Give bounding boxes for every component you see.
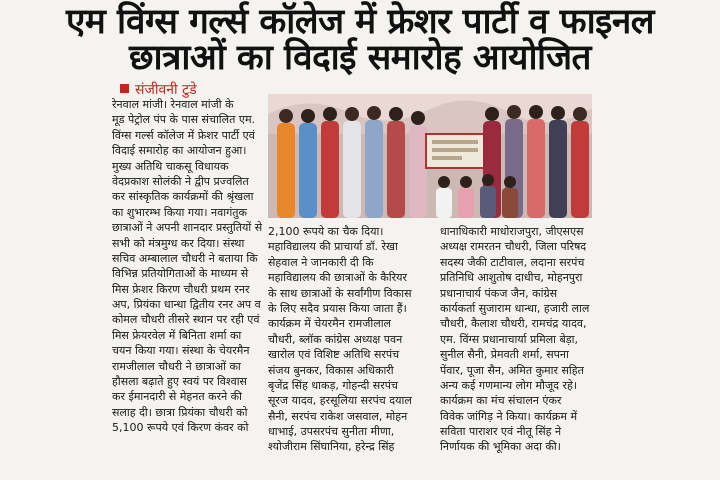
article-line: सुनील सैनी, प्रेमवती शर्मा, सपना (440, 348, 569, 362)
article-line: के लिए सदैव प्रयास किया जाता हैं। (268, 301, 407, 315)
article-line: कार्यक्रम में चेयरमैन रामजीलाल (268, 317, 392, 331)
article-line: चौधरी, ब्लॉक कांग्रेस अध्यक्ष पवन (268, 332, 403, 346)
byline-text: संजीवनी टुडे (135, 82, 197, 98)
article-line: सभी को मंत्रमुग्ध कर दिया। संस्था (112, 236, 245, 250)
article-line: प्रधानाचार्य पंकज जैन, कांग्रेस (440, 286, 558, 300)
article-line: सैनी, सरपंच राकेश जसवाल, मोहन (268, 409, 408, 423)
article-line: पेंवार, पूजा सैन, अमित कुमार सहित (440, 363, 584, 377)
article-line: अप, प्रियंका धान्धा द्वितीय रनर अप व (112, 298, 261, 312)
article-line: मिस फ्रेशर किरण चौधरी प्रथम रनर (112, 282, 250, 296)
headline-line-1: एम विंग्स गर्ल्स कॉलेज में फ्रेशर पार्टी व फाइनल (65, 2, 655, 42)
article-line: विवेक जांगिड़ ने किया। कार्यक्रम में (440, 409, 578, 423)
article-line: विदाई समारोह का आयोजन हुआ। (112, 144, 247, 158)
article-line: विंग्स गर्ल्स कॉलेज में फ्रेशर पार्टी एवं (112, 128, 255, 142)
article-line: कोमल चौधरी तीसरे स्थान पर रही एवं (112, 313, 260, 327)
article-line: श्योजीराम सिंघानिया, हरेन्द्र सिंह (268, 440, 395, 454)
article-line: कर ईमानदारी से मेहनत करने की (112, 390, 242, 404)
article-line: विभिन्न प्रतियोगिताओं के माध्यम से (112, 267, 249, 281)
article-line: सूरज यादव, हरसूलिया सरपंच दयाल (268, 394, 412, 408)
article-line: कार्यकर्ता सुजाराम धान्धा, हजारी लाल (440, 301, 590, 315)
article-line: छात्राओं ने अपनी शानदार प्रस्तुतियों से (112, 221, 262, 235)
group-photo (268, 94, 592, 218)
article-line: मुख्य अतिथि चाकसू विधायक (112, 159, 229, 173)
article-line: निर्णायक की भूमिका अदा की। (440, 440, 561, 454)
article-line: अन्य कई गणमान्य लोग मौजूद रहे। (440, 378, 577, 392)
article-line: हौसला बढ़ाते हुए स्वयं पर विश्वास (112, 375, 247, 389)
article-line: चौधरी, कैलाश चौधरी, रामचंद्र यादव, (440, 317, 587, 331)
article-line: मिस फ्रेयरवेल में बिनिता शर्मा का (112, 328, 242, 342)
article-line: सलाह दी। छात्रा प्रियंका चौधरी को (112, 405, 248, 419)
article-line: महाविद्यालय की छात्राओं के कैरियर (268, 271, 407, 285)
article-line: कार्यक्रम का मंच संचालन एंकर (440, 394, 562, 408)
article-line: एम. विंग्स प्रधानाचार्या प्रमिला बेड़ा, (440, 332, 579, 346)
article-line: कर सांस्कृतिक कार्यक्रमों की श्रृंखला (112, 190, 254, 204)
article-column-2 (268, 224, 428, 455)
article-line: का शुभारम्भ किया गया। नवागंतुक (112, 205, 247, 219)
article-line: महाविद्यालय की प्राचार्या डॉ. रेखा (268, 240, 398, 254)
article-line: प्रतिनिधि आशुतोष दाधीच, मोहनपुरा (440, 271, 583, 285)
article-line: संजय बुनकर, विकास अधिकारी (268, 363, 394, 377)
article-line: धाभाई, उपसरपंच सुनीता मीणा, (268, 425, 395, 439)
article-line: रेनवाल मांजी। रेनवाल मांजी के (112, 98, 234, 111)
byline-square-icon (120, 84, 129, 93)
article-line: 5,100 रूपये एवं किरण कंवर को (112, 421, 249, 435)
article-line: के साथ छात्राओं के सर्वांगीण विकास (268, 286, 412, 300)
article-column-1 (112, 97, 262, 436)
article-line: खारोल एवं विशिष्ट अतिथि सरपंच (268, 348, 400, 362)
article-line: वेदप्रकाश सोलंकी ने द्वीप प्रज्वलित (112, 174, 249, 188)
article-line: मूड पेट्रोल पंप के पास संचालित एम. (112, 113, 256, 127)
article-column-3 (440, 224, 600, 455)
group-photo-icon (268, 94, 592, 218)
headline-line-2: छात्राओं का विदाई समारोह आयोजित (128, 38, 592, 78)
article-line: धानाधिकारी माधोराजपुरा, जीएसएस (440, 225, 584, 238)
article-line: बृजेंद्र सिंह धाकड़, गोहन्दी सरपंच (268, 378, 398, 392)
article-line: रामजीलाल चौधरी ने छात्राओं का (112, 359, 241, 373)
article-line: चयन किया गया। संस्था के चेयरमैन (112, 344, 250, 358)
article-line: अध्यक्ष रामरतन चौधरी, जिला परिषद (440, 240, 587, 254)
article-line: सदस्य जैकी टाटीवाल, लदाना सरपंच (440, 255, 585, 269)
article-line: सविता पाराशर एवं नीतू सिंह ने (440, 425, 562, 439)
article-line: सेहवाल ने जानकारी दी कि (268, 255, 374, 269)
article-line: सचिव अम्बालाल चौधरी ने बताया कि (112, 251, 258, 265)
article-line: 2,100 रूपये का चैक दिया। (268, 225, 384, 238)
